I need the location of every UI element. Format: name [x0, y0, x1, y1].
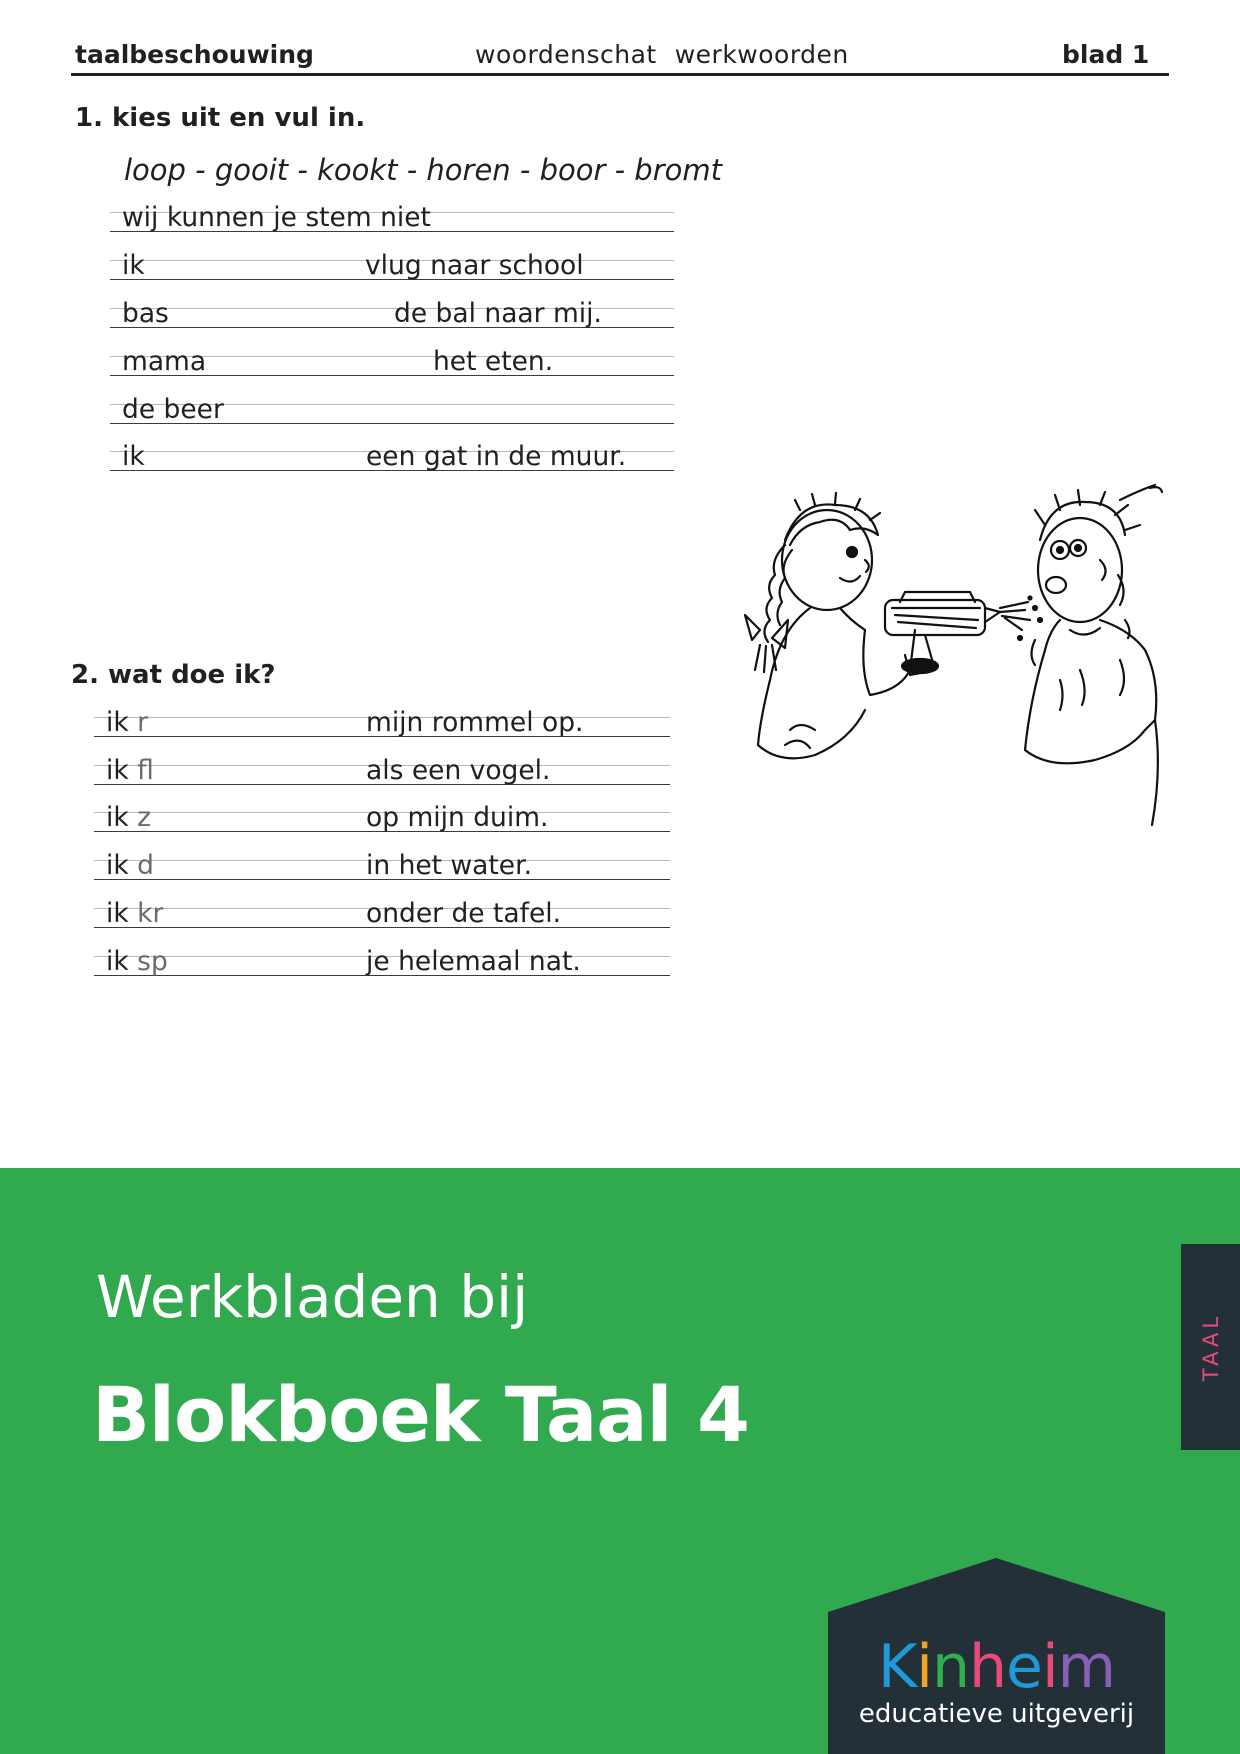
logo-wordmark	[828, 1632, 1165, 1702]
subject-label: taalbeschouwing	[75, 40, 314, 69]
logo-letter: i	[916, 1632, 932, 1702]
topic-woordenschat: woordenschat	[475, 40, 657, 69]
logo-subtitle: educatieve uitgeverij	[858, 1699, 1135, 1729]
subject-tab-label: TAAL	[1198, 1312, 1223, 1382]
ex2-row-1-hint: r	[137, 707, 149, 738]
ex2-row-5-hint: kr	[137, 898, 164, 929]
ex2-row-6-end: je helemaal nat.	[366, 946, 581, 977]
ex2-row-5-start	[106, 899, 163, 929]
ex2-row-1-end: mijn rommel op.	[366, 707, 584, 738]
ex2-row-5-subject: ik	[106, 898, 129, 929]
ex2-row-3-subject: ik	[106, 802, 129, 833]
ex1-row-5-start: de beer	[122, 394, 224, 425]
ex2-row-3-start	[106, 803, 151, 833]
sheet-number: blad 1	[1062, 40, 1150, 69]
ex1-row-4-end: het eten.	[433, 346, 554, 377]
ex2-row-5-end: onder de tafel.	[366, 898, 562, 929]
exercise-2-title: 2. wat doe ik?	[71, 660, 276, 690]
ex2-row-2-end: als een vogel.	[366, 755, 551, 786]
ex1-row-1-start: wij kunnen je stem niet	[122, 202, 431, 233]
banner-title: Blokboek Taal 4	[92, 1370, 749, 1459]
ex2-row-1-start	[106, 708, 148, 738]
ex2-row-4-subject: ik	[106, 850, 129, 881]
ex1-row-2-end: vlug naar school	[365, 250, 584, 281]
logo-letter: K	[877, 1632, 917, 1702]
ex1-row-2-start: ik	[122, 250, 145, 281]
ex2-row-2-subject: ik	[106, 755, 129, 786]
ex2-row-4-start	[106, 851, 154, 881]
ex1-row-4-start: mama	[122, 346, 207, 377]
ex1-row-6-start: ik	[122, 441, 145, 472]
ex2-row-6-start	[106, 947, 168, 977]
ex2-row-2-start	[106, 756, 154, 786]
logo-letter: e	[1006, 1632, 1042, 1702]
header-rule	[71, 73, 1169, 76]
logo-letter: m	[1057, 1632, 1116, 1702]
logo-letter: h	[968, 1632, 1007, 1702]
ex2-row-6-hint: sp	[137, 946, 168, 977]
ex2-row-6-subject: ik	[106, 946, 129, 977]
logo-letter: i	[1041, 1632, 1058, 1702]
water-pistol-illustration	[700, 480, 1170, 830]
ex1-row-3-end: de bal naar mij.	[394, 298, 602, 329]
ex2-row-2-hint: fl	[137, 755, 154, 786]
ex2-row-1-subject: ik	[106, 707, 129, 738]
exercise-1-title: 1. kies uit en vul in.	[75, 103, 366, 133]
ex2-row-3-hint: z	[137, 802, 152, 833]
ex1-row-6-end: een gat in de muur.	[366, 441, 627, 472]
kinheim-logo	[828, 1558, 1165, 1754]
logo-letter: n	[931, 1632, 969, 1702]
subject-tab	[1181, 1244, 1240, 1450]
topic-werkwoorden: werkwoorden	[674, 40, 849, 69]
ex2-row-4-end: in het water.	[366, 850, 532, 881]
topic-labels	[475, 38, 849, 72]
ex2-row-4-hint: d	[137, 850, 154, 881]
banner-subtitle: Werkbladen bij	[96, 1263, 529, 1331]
exercise-1-word-options: loop - gooit - kookt - horen - boor - bromt	[124, 153, 722, 187]
ex1-row-3-start: bas	[122, 298, 169, 329]
ex2-row-3-end: op mijn duim.	[366, 802, 549, 833]
